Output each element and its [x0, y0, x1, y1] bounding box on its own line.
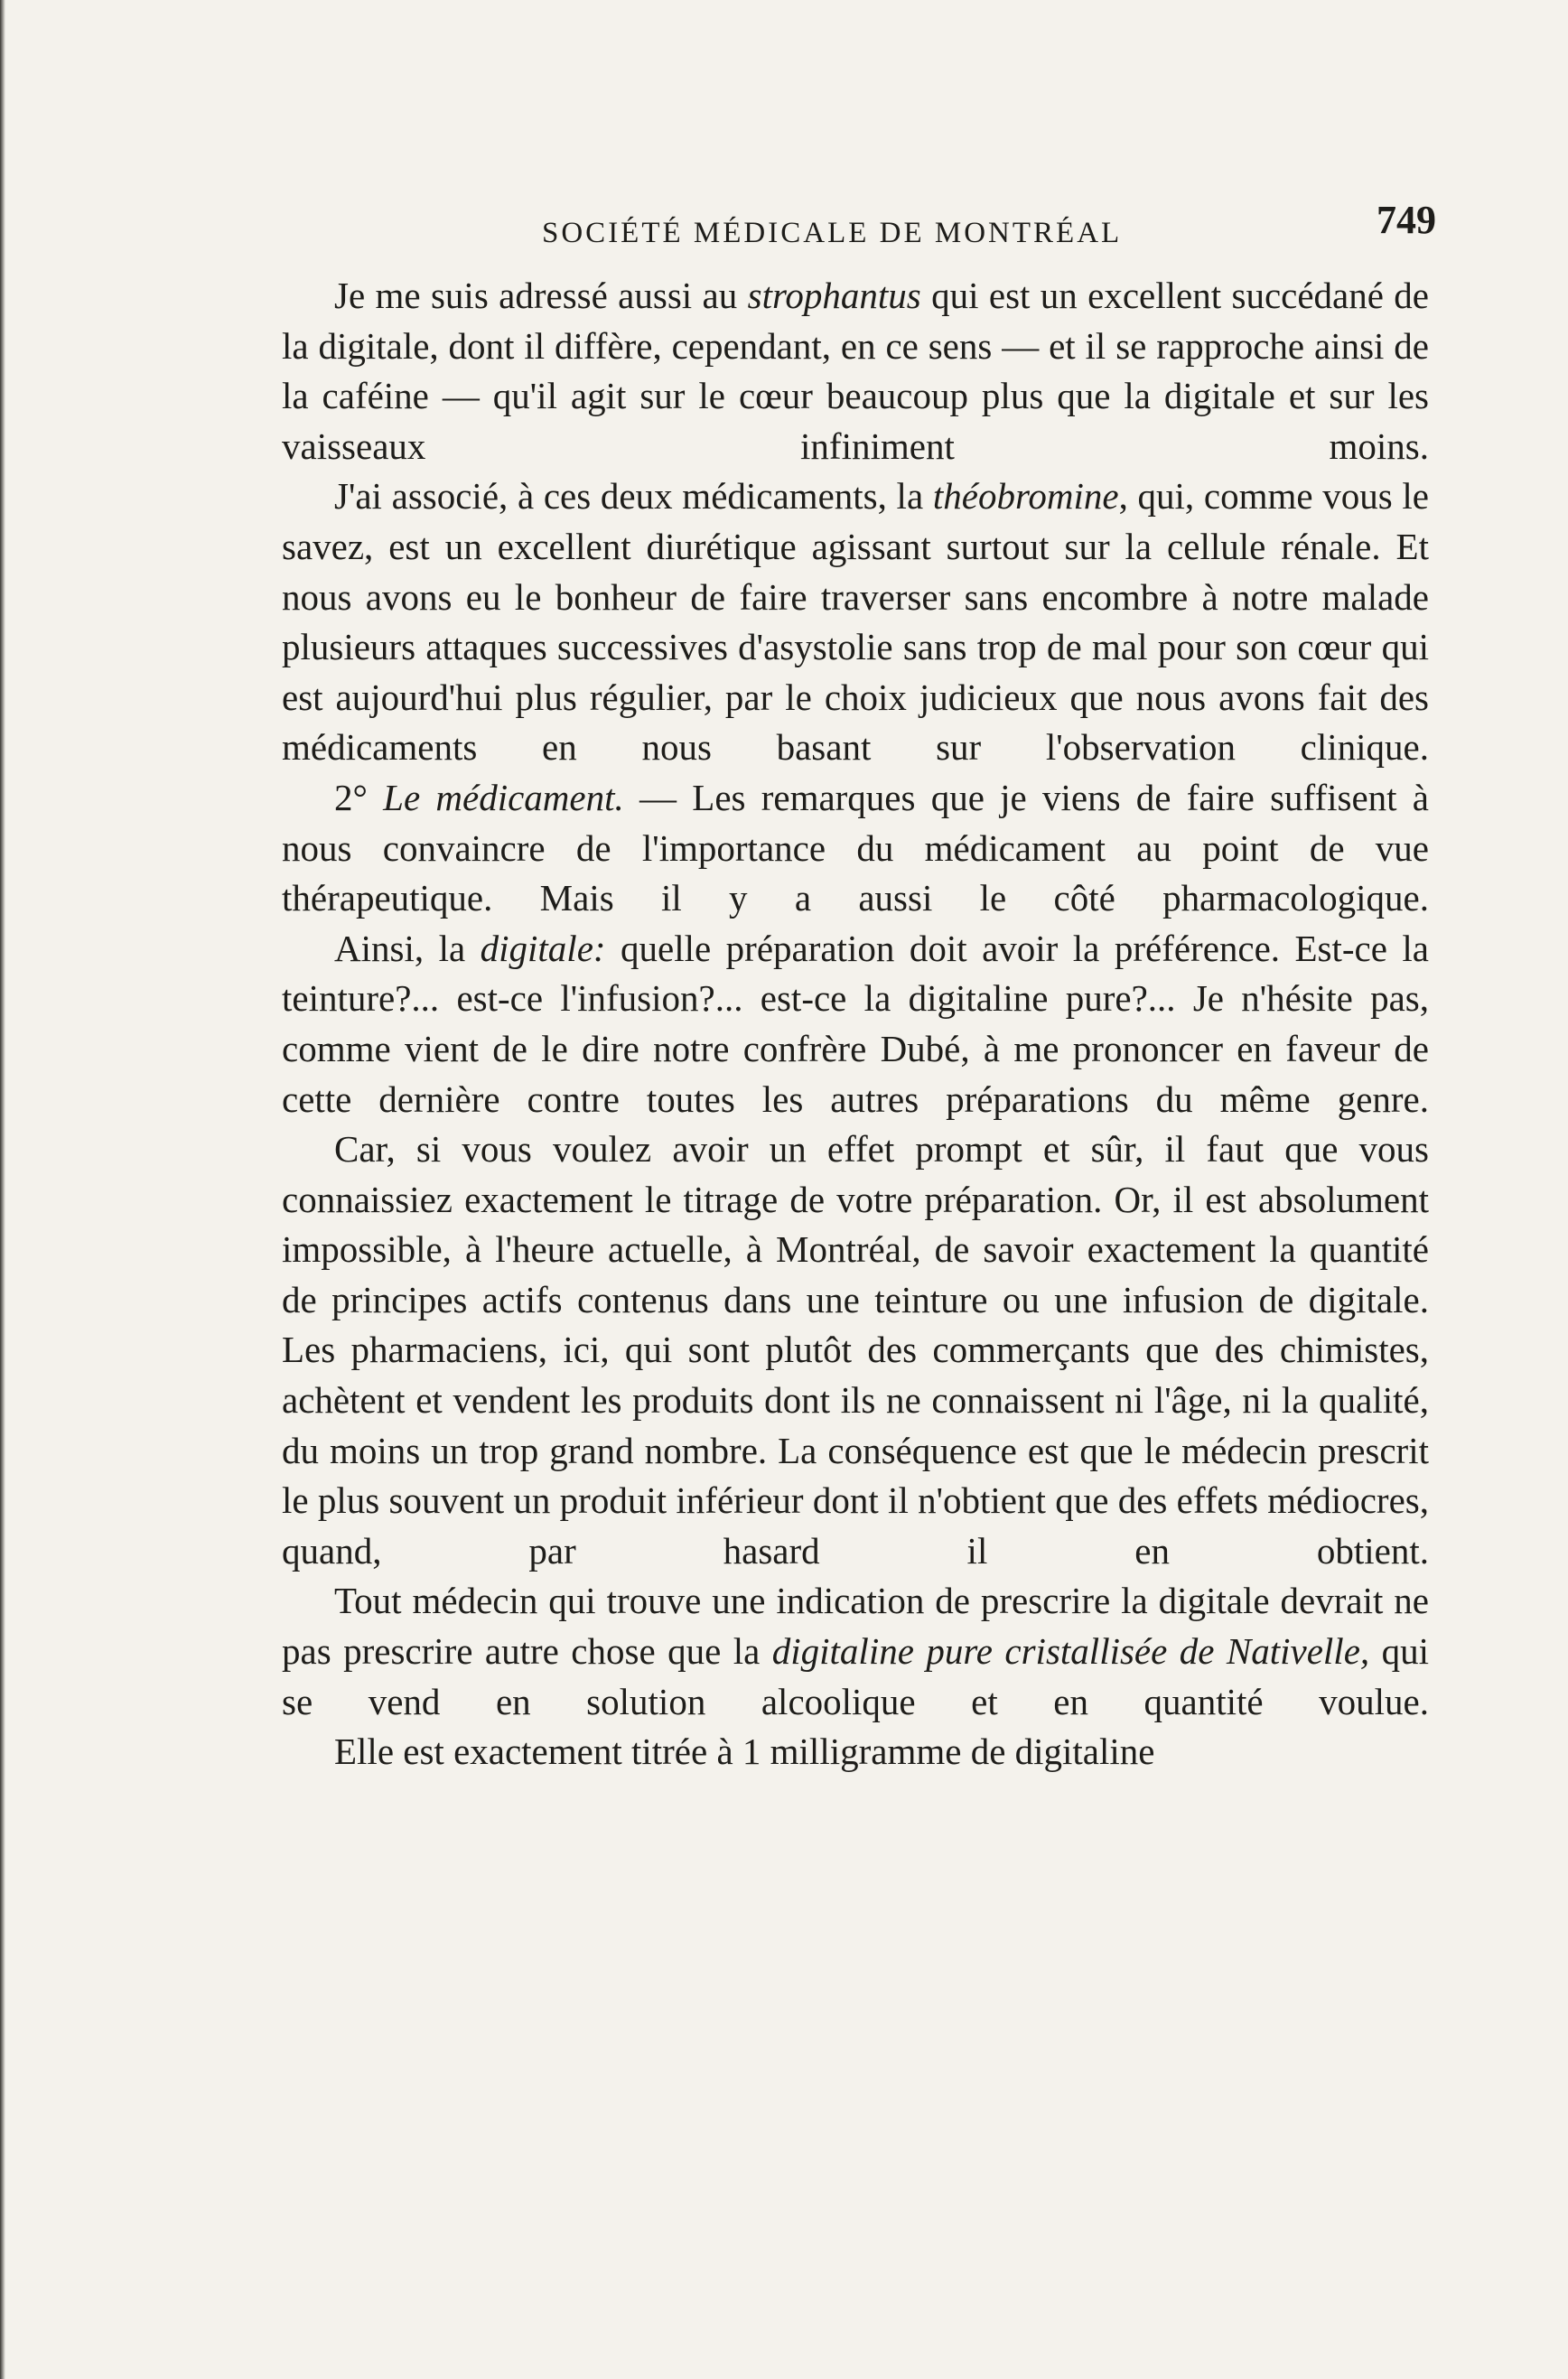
- paragraph-7: [282, 1727, 1429, 1777]
- paragraph-2: [282, 471, 1429, 773]
- paragraph-5: [282, 1124, 1429, 1576]
- running-head: SOCIÉTÉ MÉDICALE DE MONTRÉAL: [542, 217, 1123, 249]
- paragraph-3-italic: Le médicament.: [383, 776, 624, 818]
- body-text: [282, 271, 1429, 1777]
- paragraph-4-italic: digitale:: [480, 927, 606, 969]
- page-number: 749: [1377, 198, 1436, 242]
- paragraph-4-text-b: quelle préparation doit avoir la préférence. Est-ce la teinture?... est-ce l'infusion?... est-ce la digitaline pure?... Je n'hésite pas, comme vient de le dire notre confrère Dubé, à me prononcer en faveur de cette dernière contre toutes les autres préparations du même genre.: [282, 927, 1429, 1120]
- paragraph-3: [282, 773, 1429, 924]
- paragraph-2-italic: théobromine: [932, 475, 1119, 518]
- paragraph-1-text-a: Je me suis adressé aussi au: [334, 275, 748, 316]
- paragraph-1-text-b: qui est un excellent succédané de la digitale, dont il diffère, cependant, en ce sens — et il se rapproche ainsi de la caféine — qu'il agit sur le cœur beaucoup plus que la digitale et sur les vaisseaux infiniment moins.: [282, 275, 1429, 467]
- paragraph-6-italic: digitaline pure cristallisée de Nativelle,: [771, 1630, 1370, 1673]
- paragraph-7-text: Elle est exactement titrée à 1 milligramme de digitaline: [334, 1731, 1155, 1773]
- paragraph-5-text: Car, si vous voulez avoir un effet prompt et sûr, il faut que vous connaissiez exactement le titrage de votre préparation. Or, il est absolument impossible, à l'heure actuelle, à Montréal, de savoir exactement la quantité de principes actifs contenus dans une teinture ou une infusion de digitale. Les pharmaciens, ici, qui sont plutôt des commerçants que des chimistes, achètent et vendent les produits dont ils ne connaissent ni l'âge, ni la qualité, du moins un trop grand nombre. La conséquence est que le médecin prescrit le plus souvent un produit inférieur dont il n'obtient que des effets médiocres, quand, par hasard il en obtient.: [282, 1128, 1429, 1572]
- page-edge-shadow: [0, 0, 5, 2379]
- paragraph-3-text-a: 2°: [334, 776, 384, 818]
- paragraph-1-italic: strophantus: [747, 275, 921, 316]
- paragraph-6: [282, 1576, 1429, 1727]
- paragraph-6-text-a: Tout médecin qui trouve une indication de prescrire la digitale devrait ne pas prescrire autre chose que la: [282, 1580, 1429, 1673]
- paragraph-2-text-a: J'ai associé, à ces deux médicaments, la: [334, 475, 933, 518]
- paragraph-4-text-a: Ainsi, la: [334, 927, 481, 969]
- paragraph-1: [282, 271, 1429, 471]
- paragraph-3-text-b: — Les remarques que je viens de faire suffisent à nous convaincre de l'importance du médicament au point de vue thérapeutique. Mais il y a aussi le côté pharmacologique.: [282, 776, 1429, 919]
- paragraph-6-text-b: qui se vend en solution alcoolique et en quantité voulue.: [282, 1630, 1429, 1722]
- paragraph-4: [282, 924, 1429, 1124]
- paragraph-2-text-b: , qui, comme vous le savez, est un excellent diurétique agissant surtout sur la cellule rénale. Et nous avons eu le bonheur de faire traverser sans encombre à notre malade plusieurs attaques successives d'asystolie sans trop de mal pour son cœur qui est aujourd'hui plus régulier, par le choix judicieux que nous avons fait des médicaments en nous basant sur l'observation clinique.: [282, 475, 1429, 769]
- page-header: [271, 197, 1436, 251]
